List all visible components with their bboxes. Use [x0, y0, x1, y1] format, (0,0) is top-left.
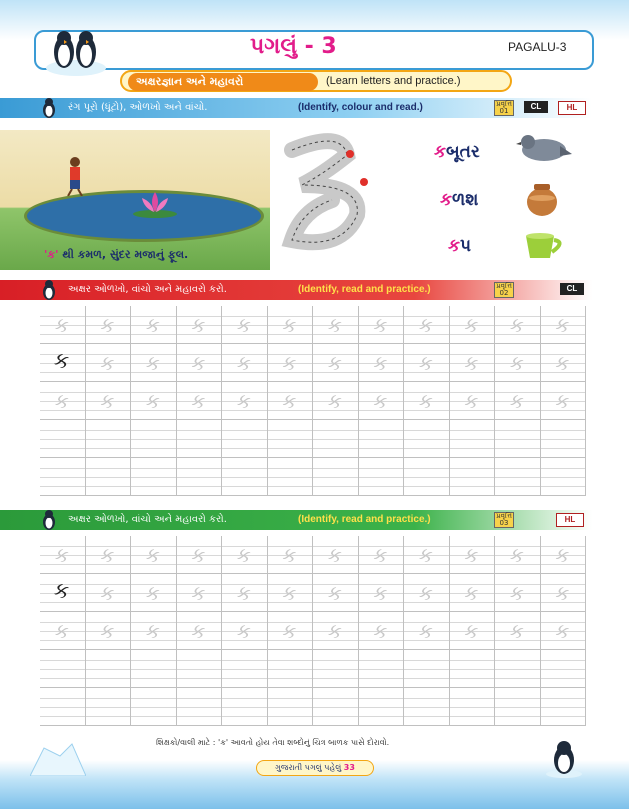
practice-cell[interactable]	[450, 344, 496, 382]
trace-letter: ક	[191, 581, 206, 605]
trace-letter: ક	[327, 389, 342, 413]
teacher-note: શિક્ષકો/વાલી માટે : 'ક' આવતો હોય તેવા શબ્દોનું ચિત્ર બાળક પાસે દોરાવો.	[156, 738, 390, 747]
practice-cell[interactable]	[177, 306, 223, 344]
practice-cell[interactable]	[404, 382, 450, 420]
cl-badge: CL	[560, 283, 584, 295]
practice-cell[interactable]	[404, 306, 450, 344]
practice-cell[interactable]	[359, 306, 405, 344]
trace-letter: ક	[509, 543, 524, 567]
practice-row	[40, 420, 586, 458]
practice-cell[interactable]	[40, 420, 86, 458]
trace-letter: ક	[418, 313, 433, 337]
subtitle-gujarati: અક્ષરજ્ઞાન અને મહાવરો	[128, 73, 318, 91]
trace-letter: ક	[464, 581, 479, 605]
practice-cell[interactable]	[495, 306, 541, 344]
practice-cell[interactable]	[86, 574, 132, 612]
page-title: પગલું - 3	[250, 34, 337, 59]
trace-letter: ક	[100, 619, 115, 643]
practice-cell[interactable]	[313, 688, 359, 726]
practice-cell[interactable]	[450, 458, 496, 496]
practice-cell[interactable]	[404, 458, 450, 496]
penguin-icon	[40, 510, 58, 530]
trace-letter: ક	[100, 543, 115, 567]
penguin-icon	[40, 280, 58, 300]
trace-letter: ક	[191, 543, 206, 567]
practice-cell[interactable]	[268, 536, 314, 574]
practice-grid-1	[40, 306, 586, 496]
trace-letter: ક	[145, 543, 160, 567]
practice-cell[interactable]	[313, 612, 359, 650]
practice-cell[interactable]	[359, 536, 405, 574]
trace-letter: ક	[236, 313, 251, 337]
activity-badge-1: પ્રવૃત્તિ 01	[494, 100, 514, 116]
trace-letter: ક	[191, 351, 206, 375]
practice-cell[interactable]	[86, 688, 132, 726]
trace-letter: ક	[282, 351, 297, 375]
practice-cell[interactable]	[359, 420, 405, 458]
practice-cell[interactable]	[495, 612, 541, 650]
trace-letter: ક	[418, 351, 433, 375]
practice-cell[interactable]	[268, 420, 314, 458]
cl-badge: CL	[524, 101, 548, 113]
practice-row	[40, 574, 586, 612]
trace-letter: ક	[100, 351, 115, 375]
practice-grid-2	[40, 536, 586, 726]
trace-letter: ક	[373, 313, 388, 337]
word-kap: કપ	[448, 236, 472, 256]
practice-cell[interactable]	[222, 688, 268, 726]
practice-cell[interactable]	[495, 382, 541, 420]
trace-letter: ક	[145, 619, 160, 643]
iceberg-icon	[30, 742, 86, 776]
trace-letter: ક	[282, 581, 297, 605]
trace-letter: ક	[373, 389, 388, 413]
child-icon	[64, 156, 86, 196]
practice-cell[interactable]	[404, 536, 450, 574]
trace-letter: ક	[236, 581, 251, 605]
practice-cell[interactable]	[313, 574, 359, 612]
practice-cell[interactable]	[86, 382, 132, 420]
practice-row	[40, 306, 586, 344]
trace-letter: ક	[236, 351, 251, 375]
trace-letter: ક	[191, 313, 206, 337]
trace-letter: ક	[418, 581, 433, 605]
practice-cell[interactable]	[131, 344, 177, 382]
practice-cell[interactable]	[541, 382, 587, 420]
practice-cell[interactable]	[541, 306, 587, 344]
practice-cell[interactable]	[359, 688, 405, 726]
practice-cell[interactable]	[222, 650, 268, 688]
cup-icon	[522, 230, 568, 260]
practice-cell[interactable]	[313, 420, 359, 458]
practice-cell[interactable]	[541, 458, 587, 496]
trace-letter: ક	[54, 619, 69, 643]
section3-english: (Identify, read and practice.)	[298, 514, 431, 525]
practice-cell[interactable]	[131, 306, 177, 344]
practice-cell[interactable]	[222, 458, 268, 496]
practice-cell[interactable]	[404, 574, 450, 612]
trace-letter: ક	[509, 389, 524, 413]
trace-letter: ક	[327, 313, 342, 337]
practice-cell[interactable]	[268, 688, 314, 726]
practice-cell[interactable]	[450, 536, 496, 574]
practice-cell[interactable]	[131, 688, 177, 726]
section1-english: (Identify, colour and read.)	[298, 102, 423, 113]
practice-cell[interactable]	[40, 574, 86, 612]
practice-cell[interactable]	[131, 612, 177, 650]
subtitle-banner	[120, 70, 512, 92]
trace-letter: ક	[555, 313, 570, 337]
practice-cell[interactable]	[495, 650, 541, 688]
practice-cell[interactable]	[268, 458, 314, 496]
practice-cell[interactable]	[40, 344, 86, 382]
lotus-icon	[130, 188, 180, 218]
trace-letter: ક	[54, 543, 69, 567]
model-letter: ક	[53, 579, 70, 604]
trace-letter: ક	[54, 313, 69, 337]
practice-cell[interactable]	[541, 420, 587, 458]
practice-cell[interactable]	[450, 382, 496, 420]
practice-cell[interactable]	[40, 458, 86, 496]
practice-cell[interactable]	[177, 420, 223, 458]
section2-instruction: અક્ષર ઓળખો, વાંચો અને મહાવરો કરો.	[68, 284, 227, 295]
practice-cell[interactable]	[268, 574, 314, 612]
trace-letter: ક	[145, 313, 160, 337]
practice-cell[interactable]	[177, 458, 223, 496]
practice-cell[interactable]	[177, 650, 223, 688]
trace-letter: ક	[464, 543, 479, 567]
activity-badge-2: પ્રવૃત્તિ 02	[494, 282, 514, 298]
trace-letter: ક	[373, 543, 388, 567]
page-code: PAGALU-3	[508, 40, 567, 54]
word-kabutar: કબૂતર	[434, 142, 480, 162]
trace-letter: ક	[145, 351, 160, 375]
practice-cell[interactable]	[86, 420, 132, 458]
section2-english: (Identify, read and practice.)	[298, 284, 431, 295]
hl-badge: HL	[556, 513, 584, 527]
penguin-icon	[544, 740, 584, 778]
practice-row	[40, 612, 586, 650]
trace-letter: ક	[145, 581, 160, 605]
practice-cell[interactable]	[495, 574, 541, 612]
practice-cell[interactable]	[359, 382, 405, 420]
subtitle-english: (Learn letters and practice.)	[326, 75, 461, 87]
practice-cell[interactable]	[40, 650, 86, 688]
trace-letter: ક	[373, 581, 388, 605]
trace-letter: ક	[236, 543, 251, 567]
trace-letter: ક	[509, 351, 524, 375]
practice-cell[interactable]	[313, 536, 359, 574]
practice-cell[interactable]	[495, 688, 541, 726]
practice-cell[interactable]	[359, 458, 405, 496]
practice-row	[40, 688, 586, 726]
trace-letter: ક	[236, 619, 251, 643]
trace-letter: ક	[464, 351, 479, 375]
practice-cell[interactable]	[40, 536, 86, 574]
practice-cell[interactable]	[40, 382, 86, 420]
practice-cell[interactable]	[450, 688, 496, 726]
trace-letter: ક	[509, 619, 524, 643]
practice-row	[40, 382, 586, 420]
trace-letter: ક	[555, 351, 570, 375]
practice-cell[interactable]	[450, 574, 496, 612]
practice-cell[interactable]	[222, 420, 268, 458]
practice-cell[interactable]	[404, 612, 450, 650]
trace-letter: ક	[418, 389, 433, 413]
practice-cell[interactable]	[268, 650, 314, 688]
practice-cell[interactable]	[86, 612, 132, 650]
trace-letter: ક	[54, 389, 69, 413]
practice-cell[interactable]	[222, 306, 268, 344]
practice-cell[interactable]	[131, 420, 177, 458]
practice-cell[interactable]	[541, 688, 587, 726]
practice-cell[interactable]	[40, 612, 86, 650]
practice-cell[interactable]	[177, 382, 223, 420]
practice-cell[interactable]	[541, 536, 587, 574]
trace-letter: ક	[327, 619, 342, 643]
trace-letter: ક	[191, 389, 206, 413]
practice-cell[interactable]	[313, 382, 359, 420]
practice-cell[interactable]	[268, 382, 314, 420]
practice-row	[40, 458, 586, 496]
practice-cell[interactable]	[450, 306, 496, 344]
practice-cell[interactable]	[313, 344, 359, 382]
section3-instruction: અક્ષર ઓળખો, વાંચો અને મહાવરો કરો.	[68, 514, 227, 525]
practice-cell[interactable]	[222, 574, 268, 612]
practice-cell[interactable]	[177, 574, 223, 612]
page-footer-label: ગુજરાતી પગલું પહેલું 33	[256, 760, 374, 776]
trace-letter: ક	[282, 619, 297, 643]
practice-cell[interactable]	[495, 420, 541, 458]
trace-letter: ક	[100, 581, 115, 605]
practice-row	[40, 650, 586, 688]
practice-cell[interactable]	[131, 382, 177, 420]
trace-letter: ક	[509, 581, 524, 605]
practice-cell[interactable]	[313, 650, 359, 688]
practice-cell[interactable]	[404, 420, 450, 458]
practice-cell[interactable]	[313, 458, 359, 496]
practice-cell[interactable]	[359, 574, 405, 612]
practice-row	[40, 536, 586, 574]
practice-cell[interactable]	[359, 650, 405, 688]
trace-letter: ક	[100, 389, 115, 413]
practice-cell[interactable]	[222, 536, 268, 574]
practice-cell[interactable]	[404, 344, 450, 382]
word-kalash: કળશ	[440, 190, 479, 210]
practice-cell[interactable]	[86, 650, 132, 688]
trace-letter: ક	[100, 313, 115, 337]
trace-letter: ક	[373, 619, 388, 643]
practice-cell[interactable]	[86, 536, 132, 574]
practice-cell[interactable]	[131, 574, 177, 612]
practice-cell[interactable]	[541, 344, 587, 382]
activity-badge-3: પ્રવૃત્તિ 03	[494, 512, 514, 528]
trace-letter: ક	[282, 313, 297, 337]
practice-cell[interactable]	[495, 344, 541, 382]
trace-letter: ક	[464, 313, 479, 337]
trace-letter: ક	[327, 543, 342, 567]
section1-band	[0, 98, 592, 118]
trace-letter: ક	[418, 619, 433, 643]
trace-letter: ક	[555, 581, 570, 605]
practice-cell[interactable]	[541, 650, 587, 688]
practice-cell[interactable]	[450, 650, 496, 688]
practice-cell[interactable]	[222, 382, 268, 420]
hl-badge: HL	[558, 101, 586, 115]
practice-cell[interactable]	[541, 574, 587, 612]
practice-cell[interactable]	[177, 536, 223, 574]
scene-caption: 'ક' થી કમળ, સુંદર મજાનું ફૂલ.	[44, 248, 189, 261]
practice-cell[interactable]	[177, 344, 223, 382]
practice-cell[interactable]	[222, 344, 268, 382]
trace-letter: ક	[464, 619, 479, 643]
practice-cell[interactable]	[131, 458, 177, 496]
trace-letter: ક	[464, 389, 479, 413]
section1-instruction: રંગ પૂરો (ધૂંટો), ઓળખો અને વાંચો.	[68, 102, 208, 113]
practice-cell[interactable]	[268, 612, 314, 650]
trace-letter: ક	[509, 313, 524, 337]
practice-cell[interactable]	[131, 536, 177, 574]
practice-cell[interactable]	[450, 612, 496, 650]
section3-band	[0, 510, 592, 530]
trace-letter: ક	[191, 619, 206, 643]
practice-cell[interactable]	[268, 306, 314, 344]
practice-cell[interactable]	[450, 420, 496, 458]
practice-cell[interactable]	[313, 306, 359, 344]
penguin-icon	[40, 98, 58, 118]
practice-cell[interactable]	[40, 688, 86, 726]
practice-cell[interactable]	[495, 458, 541, 496]
pigeon-icon	[516, 128, 572, 168]
trace-letter: ક	[373, 351, 388, 375]
practice-cell[interactable]	[359, 344, 405, 382]
practice-row	[40, 344, 586, 382]
penguins-icon	[44, 24, 108, 76]
trace-letter: ક	[555, 619, 570, 643]
practice-cell[interactable]	[86, 306, 132, 344]
trace-letter: ક	[327, 581, 342, 605]
practice-cell[interactable]	[495, 536, 541, 574]
practice-cell[interactable]	[86, 344, 132, 382]
pot-icon	[524, 180, 560, 218]
trace-letter: ક	[555, 389, 570, 413]
practice-cell[interactable]	[541, 612, 587, 650]
trace-letter: ક	[555, 543, 570, 567]
model-letter: ક	[53, 349, 70, 374]
practice-cell[interactable]	[86, 458, 132, 496]
trace-letter: ક	[282, 543, 297, 567]
letter-trace-guide	[272, 130, 382, 270]
practice-cell[interactable]	[359, 612, 405, 650]
trace-letter: ક	[418, 543, 433, 567]
trace-letter: ક	[282, 389, 297, 413]
trace-letter: ક	[327, 351, 342, 375]
section2-band	[0, 280, 592, 300]
trace-letter: ક	[145, 389, 160, 413]
practice-cell[interactable]	[404, 650, 450, 688]
practice-cell[interactable]	[268, 344, 314, 382]
practice-cell[interactable]	[40, 306, 86, 344]
practice-cell[interactable]	[177, 612, 223, 650]
practice-cell[interactable]	[177, 688, 223, 726]
practice-cell[interactable]	[404, 688, 450, 726]
practice-cell[interactable]	[222, 612, 268, 650]
trace-letter: ક	[236, 389, 251, 413]
practice-cell[interactable]	[131, 650, 177, 688]
